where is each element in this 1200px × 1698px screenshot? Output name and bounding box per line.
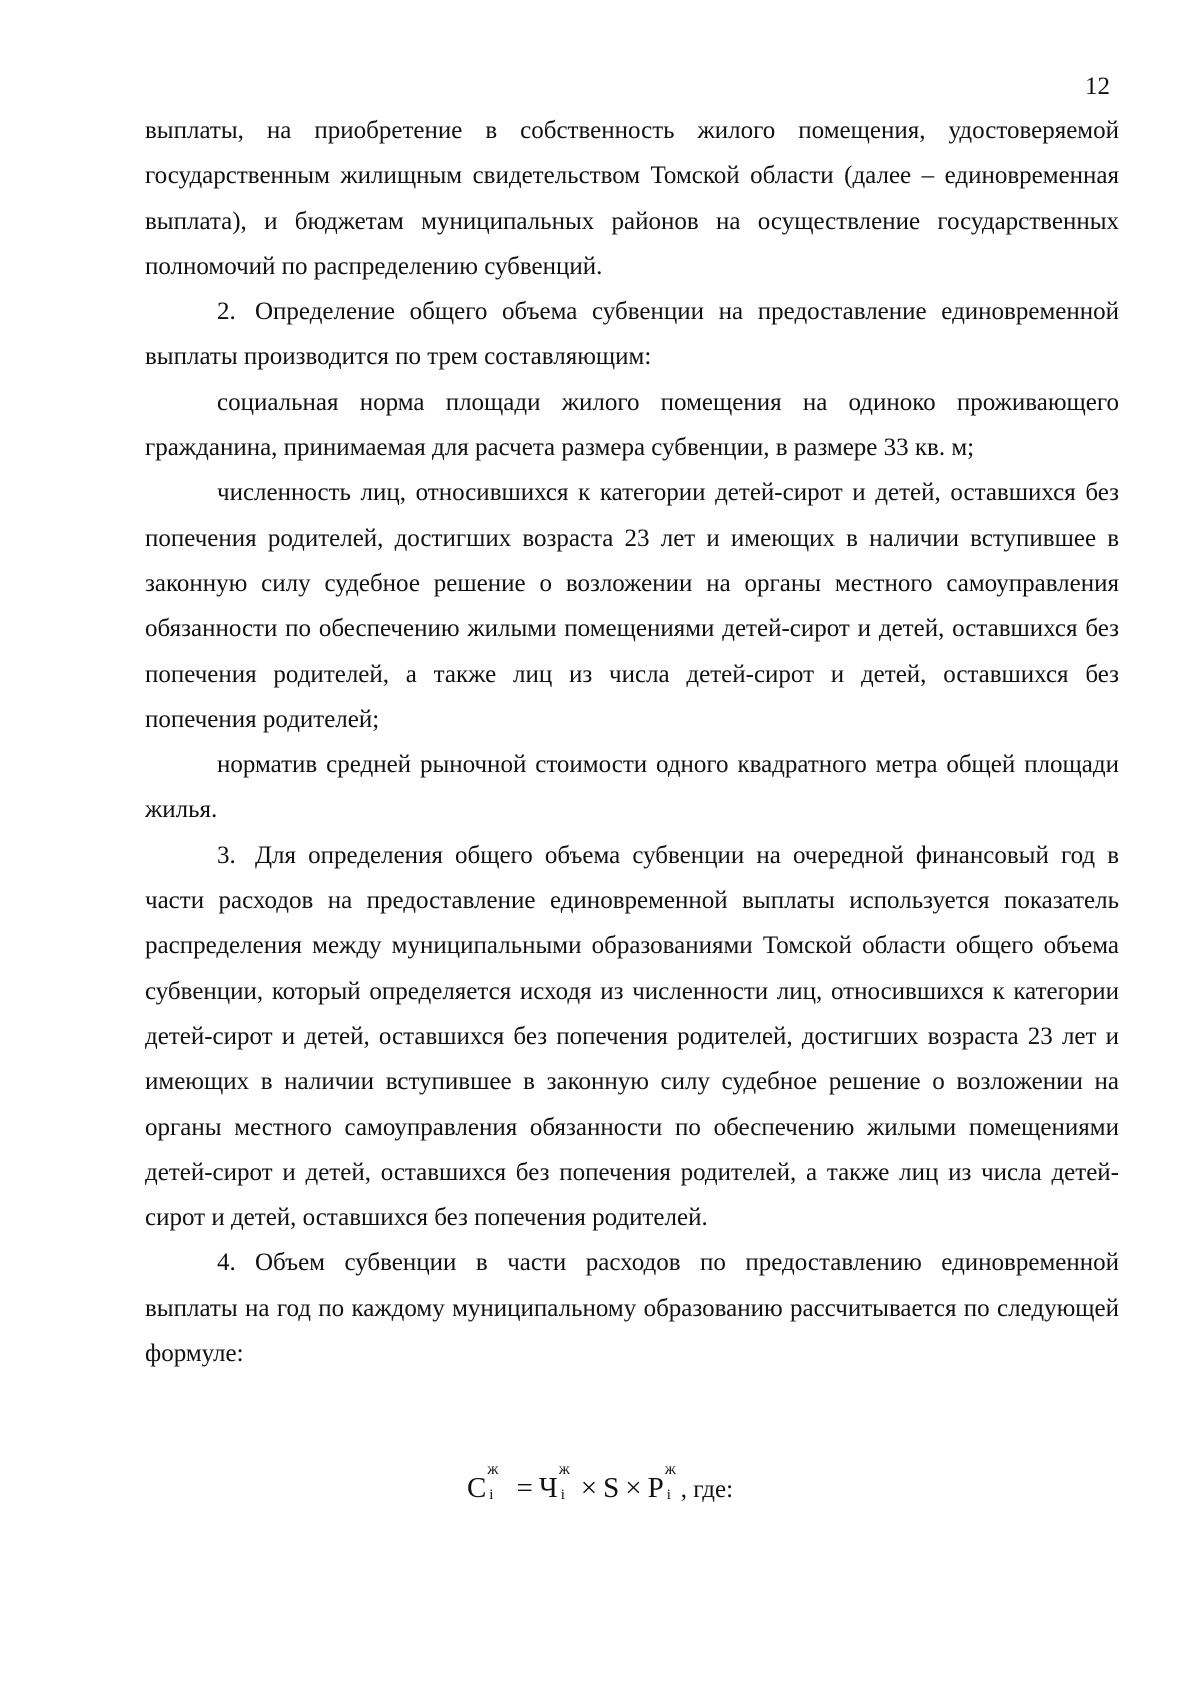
item-text: Для определения общего объема субвенции на очередной финансовый год в части расходов на предоставление единовременной выплаты используется показатель распределения между муниципальными образованиями Томской области общего объема субвенции, который определяется исходя из численности лиц, относившихся к категории детей-сирот и детей, оставшихся без попечения родителей, достигших возраста 23 лет и имеющих в наличии вступившее в законную силу судебное решение о возложении на органы местного самоуправления обязанности по обеспечению жилыми помещениями детей-сирот и детей, оставшихся без попечения родителей, а также лиц из числа детей-сирот и детей, оставшихся без попечения родителей.: [145, 841, 1119, 1232]
item-number: 4.: [217, 1249, 236, 1277]
formula-tail: , где:: [680, 1476, 734, 1503]
paragraph-component-1: социальная норма площади жилого помещения на одиноко проживающего гражданина, принимаемая для расчета размера субвенции, в размере 33 кв. м;: [145, 388, 1119, 462]
formula-term3-indices: [664, 1461, 681, 1503]
formula-equals: =: [516, 1472, 533, 1504]
paragraph-item-4: [145, 1240, 1119, 1376]
formula-lhs: C: [466, 1472, 487, 1504]
formula-term2: S: [603, 1472, 620, 1504]
formula-times-1: ×: [580, 1472, 598, 1504]
paragraph-component-3: норматив средней рыночной стоимости одного квадратного метра общей площади жилья.: [145, 751, 1119, 824]
formula-term1-indices: [558, 1461, 575, 1503]
subvention-formula: [0, 1461, 1200, 1510]
formula-term1-sub: i: [560, 1487, 565, 1503]
item-text: Объем субвенции в части расходов по предоставлению единовременной выплаты на год по каждому муниципальному образованию рассчитывается по следующей формуле:: [145, 1249, 1119, 1368]
page-number: 12: [1085, 73, 1110, 100]
formula-term1-sup: ж: [558, 1461, 570, 1478]
item-number: 2.: [217, 298, 236, 326]
paragraph-item-3: [145, 833, 1119, 1241]
formula-term3-sub: i: [666, 1487, 671, 1503]
item-text: Определение общего объема субвенции на предоставление единовременной выплаты производится по трем составляющим:: [145, 298, 1119, 371]
formula-lhs-indices: [487, 1461, 503, 1503]
paragraph-item-2: [145, 289, 1119, 380]
formula-lhs-sup: ж: [487, 1461, 499, 1478]
item-number: 3.: [217, 841, 236, 869]
formula-term3-sup: ж: [664, 1461, 676, 1478]
formula-times-2: ×: [625, 1472, 642, 1504]
paragraph-component-2: численность лиц, относившихся к категории детей-сирот и детей, оставшихся без попечения родителей, достигших возраста 23 лет и имеющих в наличии вступившее в законную силу судебное решение о возложении на органы местного самоуправления обязанности по обеспечению жилыми помещениями детей-сирот и детей, оставшихся без попечения родителей, а также лиц из числа детей-сирот и детей, оставшихся без попечения родителей;: [145, 479, 1119, 733]
formula-term1: Ч: [538, 1472, 558, 1504]
paragraph-intro-continuation: выплаты, на приобретение в собственность жилого помещения, удостоверяемой государственным жилищным свидетельством Томской области (далее – единовременная выплата), и бюджетам муниципальных районов на осуществление государственных полномочий по распределению субвенций.: [145, 117, 1119, 280]
document-body: [145, 108, 1119, 1376]
formula-term3: P: [647, 1472, 664, 1504]
formula-lhs-sub: i: [489, 1487, 494, 1503]
